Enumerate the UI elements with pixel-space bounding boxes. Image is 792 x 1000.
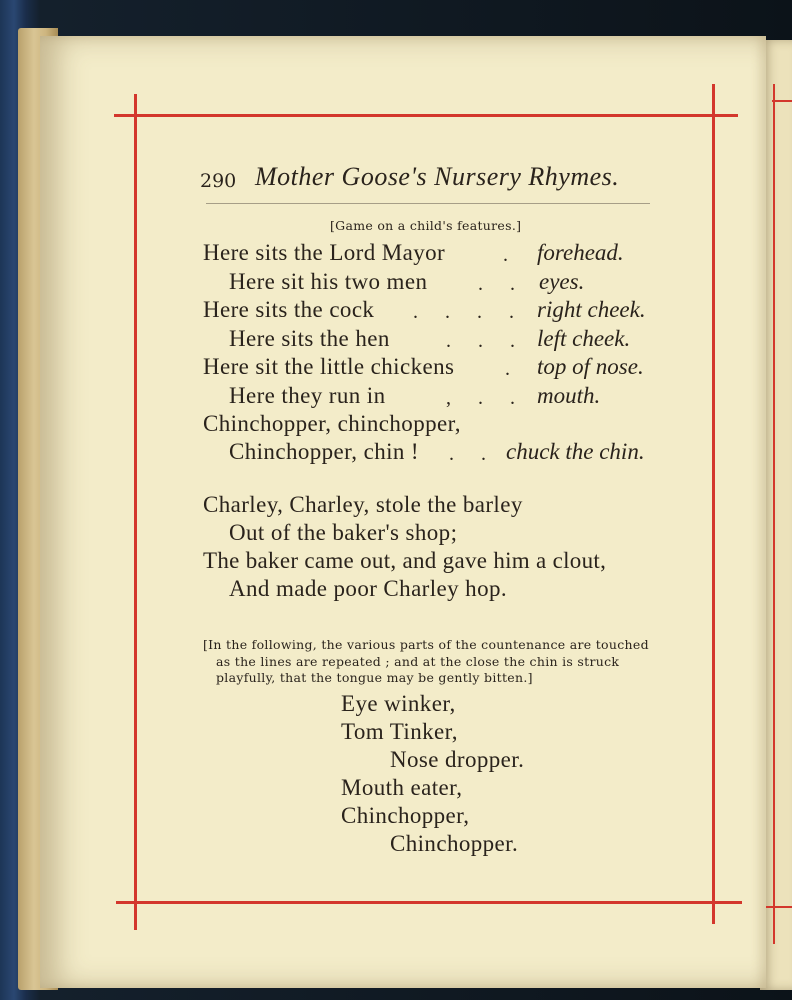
verse-line: Nose dropper. — [390, 747, 525, 772]
verse-line: Here sits the cock — [203, 297, 375, 322]
gloss-note: right cheek. — [537, 297, 646, 322]
verse-line: Here sits the hen — [229, 326, 390, 351]
gloss-note: chuck the chin. — [506, 439, 645, 464]
verse-line: Chinchopper, chin ! — [229, 439, 419, 464]
leader-dots: . — [503, 244, 519, 266]
gloss-note: forehead. — [537, 240, 624, 265]
verse-line: Chinchopper, — [341, 803, 470, 828]
leader-dots: . . — [478, 273, 526, 295]
verse-line: Tom Tinker, — [341, 719, 458, 744]
header-rule — [206, 203, 650, 204]
frame-left-rule — [134, 94, 137, 930]
verse-line: And made poor Charley hop. — [229, 576, 508, 601]
rhyme3-note-line: playfully, that the tongue may be gently bitten.] — [216, 670, 533, 685]
rhyme3-note-line: as the lines are repeated ; and at the close the chin is struck — [216, 654, 620, 669]
verse-line: Charley, Charley, stole the barley — [203, 492, 523, 517]
page-number: 290 — [200, 170, 237, 192]
page-header — [200, 160, 650, 200]
running-title: Mother Goose's Nursery Rhymes. — [255, 162, 620, 191]
gloss-note: left cheek. — [537, 326, 631, 351]
frame-bottom-rule — [116, 901, 742, 904]
verse-line: Chinchopper. — [390, 831, 519, 856]
leader-dots: , . . — [446, 387, 526, 409]
verse-line: Eye winker, — [341, 691, 456, 716]
verse-line: Here sits the Lord Mayor — [203, 240, 446, 265]
verse-line: The baker came out, and gave him a clout, — [203, 548, 607, 573]
frame-right-rule — [712, 84, 715, 924]
frame-top-rule — [114, 114, 738, 117]
rhyme3-note-line: [In the following, the various parts of the countenance are touched — [203, 637, 649, 652]
verse-line: Here they run in — [229, 383, 386, 408]
rhyme1-caption: [Game on a child's features.] — [330, 218, 522, 233]
leader-dots: . . . . — [413, 301, 525, 323]
verse-line: Mouth eater, — [341, 775, 463, 800]
gloss-note: mouth. — [537, 383, 601, 408]
leader-dots: . . — [449, 443, 497, 465]
leader-dots: . . . — [446, 330, 526, 352]
verse-line: Here sit the little chickens — [203, 354, 455, 379]
verse-line: Here sit his two men — [229, 269, 428, 294]
verse-line: Out of the baker's shop; — [229, 520, 458, 545]
verse-line: Chinchopper, chinchopper, — [203, 411, 461, 436]
gloss-note: top of nose. — [537, 354, 644, 379]
leader-dots: . — [505, 358, 521, 380]
gloss-note: eyes. — [539, 269, 585, 294]
